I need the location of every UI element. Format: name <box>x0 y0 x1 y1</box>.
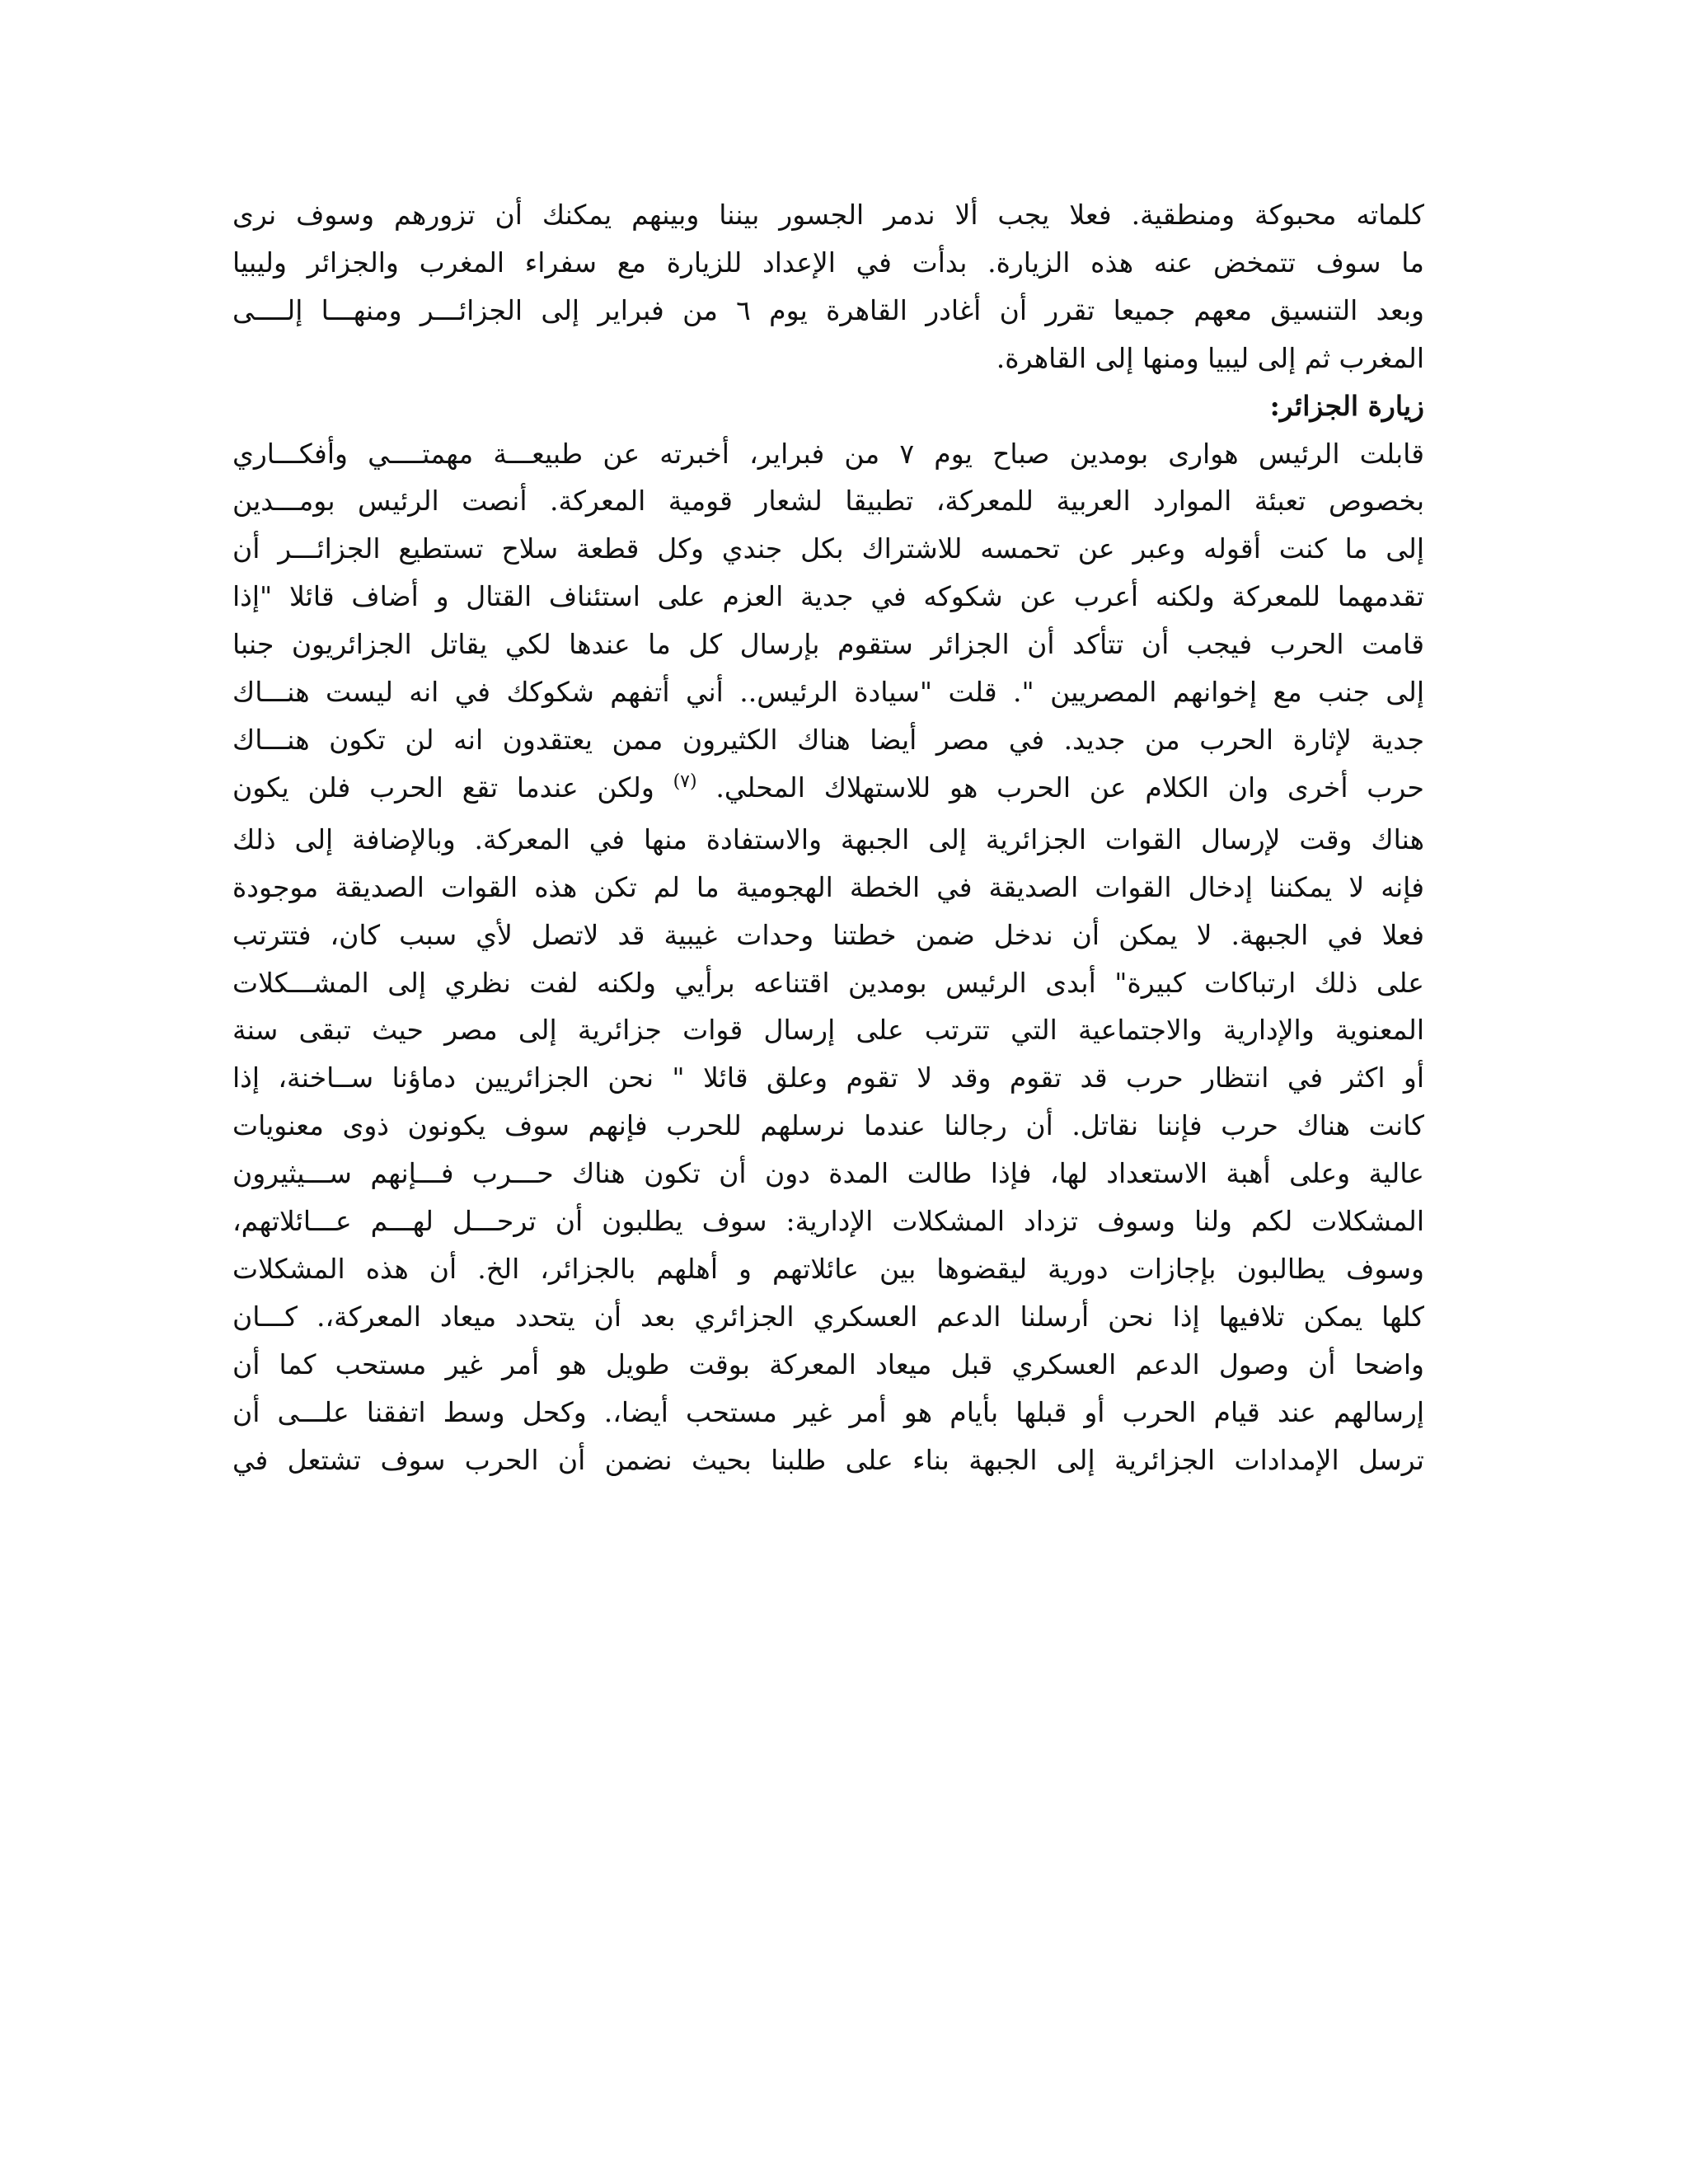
text-line: فإنه لا يمكننا إدخال القوات الصديقة في الخطة الهجومية ما لم تكن هذه القوات الصديقة موجودة <box>232 870 1424 903</box>
text-line: جدية لإثارة الحرب من جديد. في مصر أيضا هناك الكثيرون ممن يعتقدون انه لن تكون هنـــاك <box>232 723 1424 756</box>
text-line: تقدمهما للمعركة ولكنه أعرب عن شكوكه في جدية العزم على استئناف القتال و أضاف قائلا "إذا <box>232 580 1424 613</box>
text-line: كلماته محبوكة ومنطقية. فعلا يجب ألا ندمر الجسور بيننا وبينهم يمكنك أن تزورهم وسوف نرى <box>232 199 1424 231</box>
footnote-line <box>232 764 1424 816</box>
text-line: المغرب ثم إلى ليبيا ومنها إلى القاهرة. <box>996 341 1424 374</box>
footnote-reference[interactable]: (٧) <box>673 771 697 792</box>
text-line: إرسالهم عند قيام الحرب أو قبلها بأيام هو أمر غير مستحب أيضا،. وكحل وسط اتفقنا علـــى أن <box>232 1395 1424 1428</box>
text-line: إلى ما كنت أقوله وعبر عن تحمسه للاشتراك بكل جندي وكل قطعة سلاح تستطيع الجزائـــر أن <box>232 532 1424 565</box>
text-line: على ذلك ارتباكات كبيرة" أبدى الرئيس بومدين اقتناعه برأيي ولكنه لفت نظري إلى المشـــكلات <box>232 966 1424 999</box>
text-line: عالية وعلى أهبة الاستعداد لها، فإذا طالت المدة دون أن تكون هناك حـــرب فـــإنهم ســـيثيرون <box>232 1157 1424 1190</box>
text-line: وسوف يطالبون بإجازات دورية ليقضوها بين عائلاتهم و أهلهم بالجزائر، الخ. أن هذه المشكلات <box>232 1252 1424 1285</box>
text-line: قامت الحرب فيجب أن تتأكد أن الجزائر ستقوم بإرسال كل ما عندها لكي يقاتل الجزائريون جنبا <box>232 628 1424 661</box>
text-line: أو اكثر في انتظار حرب قد تقوم وقد لا تقوم وعلق قائلا " نحن الجزائريين دماؤنا ســاخنة، إذا <box>232 1062 1424 1094</box>
text-line: ترسل الإمدادات الجزائرية إلى الجبهة بناء على طلبنا بحيث نضمن أن الحرب سوف تشتعل في <box>232 1443 1424 1476</box>
document-body <box>232 191 1424 1483</box>
text-line: كانت هناك حرب فإننا نقاتل. أن رجالنا عندما نرسلهم للحرب فإنهم سوف يكونون ذوى معنويات <box>232 1109 1424 1142</box>
section-heading: زيارة الجزائر: <box>1269 389 1424 422</box>
text-line: كلها يمكن تلافيها إذا نحن أرسلنا الدعم العسكري الجزائري بعد أن يتحدد ميعاد المعركة،. كـــان <box>232 1300 1424 1333</box>
text-line: هناك وقت لإرسال القوات الجزائرية إلى الجبهة والاستفادة منها في المعركة. وبالإضافة إلى ذلك <box>232 823 1424 855</box>
text-segment: ولكن عندما تقع الحرب فلن يكون <box>232 771 654 804</box>
text-line: فعلا في الجبهة. لا يمكن أن ندخل ضمن خطتنا وحدات غيبية قد لاتصل لأي سبب كان، فتترتب <box>232 918 1424 951</box>
body-paragraph <box>232 430 1424 1484</box>
text-line: المشكلات لكم ولنا وسوف تزداد المشكلات الإدارية: سوف يطلبون أن ترحـــل لهـــم عـــائلاتهم، <box>232 1205 1424 1238</box>
text-line: قابلت الرئيس هوارى بومدين صباح يوم ٧ من فبراير، أخبرته عن طبيعـــة مهمتــــي وأفكـــاري <box>232 437 1424 470</box>
text-line: بخصوص تعبئة الموارد العربية للمعركة، تطبيقا لشعار قومية المعركة. أنصت الرئيس بومـــدين <box>232 485 1424 518</box>
text-line: وبعد التنسيق معهم جميعا تقرر أن أغادر القاهرة يوم ٦ من فبراير إلى الجزائـــر ومنهـــا إلــــى <box>232 293 1424 326</box>
text-line: واضحا أن وصول الدعم العسكري قبل ميعاد المعركة بوقت طويل هو أمر غير مستحب كما أن <box>232 1347 1424 1380</box>
text-line: إلى جنب مع إخوانهم المصريين ". قلت "سيادة الرئيس.. أني أتفهم شكوكك في انه ليست هنـــاك <box>232 676 1424 709</box>
text-line: المعنوية والإدارية والاجتماعية التي تترتب على إرسال قوات جزائرية إلى مصر حيث تبقى سنة <box>232 1014 1424 1047</box>
intro-paragraph <box>232 191 1424 382</box>
text-segment: حرب أخرى وان الكلام عن الحرب هو للاستهلاك المحلي. <box>715 771 1424 804</box>
text-line: ما سوف تتمخض عنه هذه الزيارة. بدأت في الإعداد للزيارة مع سفراء المغرب والجزائر وليبيا <box>232 246 1424 279</box>
